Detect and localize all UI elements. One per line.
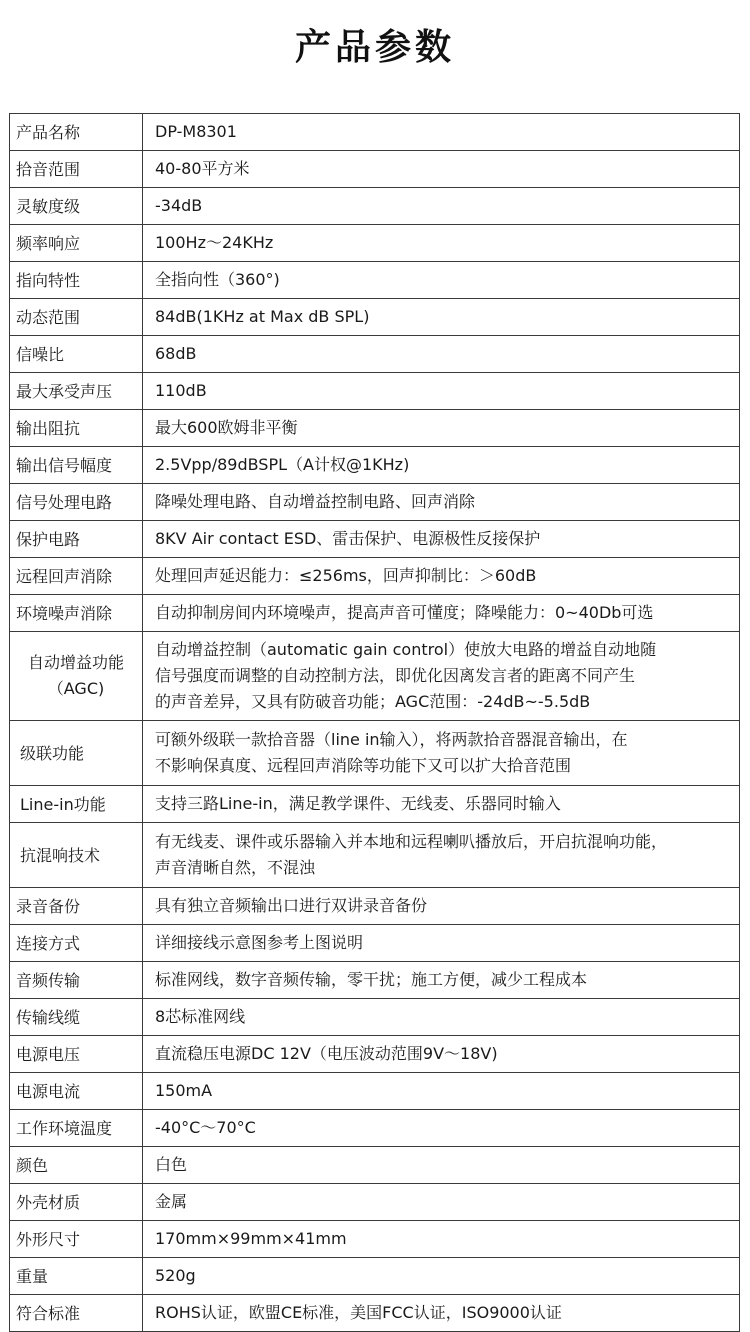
spec-value bbox=[143, 410, 740, 447]
spec-label: 频率响应 bbox=[10, 225, 143, 262]
spec-label: 符合标准 bbox=[10, 1295, 143, 1332]
spec-row bbox=[10, 632, 740, 721]
spec-value-line: 100Hz～24KHz bbox=[155, 233, 274, 252]
spec-row bbox=[10, 786, 740, 823]
spec-value bbox=[143, 1295, 740, 1332]
spec-value bbox=[143, 336, 740, 373]
spec-row bbox=[10, 1073, 740, 1110]
spec-label: 传输线缆 bbox=[10, 999, 143, 1036]
spec-row bbox=[10, 114, 740, 151]
spec-value-line: 处理回声延迟能力：≤256ms，回声抑制比：＞60dB bbox=[155, 566, 537, 585]
spec-label: 录音备份 bbox=[10, 888, 143, 925]
spec-value-line: 最大600欧姆非平衡 bbox=[155, 418, 298, 437]
spec-row bbox=[10, 999, 740, 1036]
spec-value bbox=[143, 114, 740, 151]
spec-label: 输出信号幅度 bbox=[10, 447, 143, 484]
spec-value-line: 金属 bbox=[155, 1192, 188, 1211]
spec-value-line: 直流稳压电源DC 12V（电压波动范围9V～18V) bbox=[155, 1044, 498, 1063]
spec-label: 电源电压 bbox=[10, 1036, 143, 1073]
spec-value bbox=[143, 521, 740, 558]
spec-row bbox=[10, 595, 740, 632]
spec-value-line: 的声音差异，又具有防破音功能；AGC范围：-24dB~-5.5dB bbox=[155, 692, 591, 711]
spec-value bbox=[143, 558, 740, 595]
spec-label: 重量 bbox=[10, 1258, 143, 1295]
spec-label bbox=[10, 632, 143, 721]
spec-value-line: 8KV Air contact ESD、雷击保护、电源极性反接保护 bbox=[155, 529, 541, 548]
spec-table-body bbox=[10, 114, 740, 1332]
spec-value-line: 40-80平方米 bbox=[155, 159, 250, 178]
spec-value bbox=[143, 1073, 740, 1110]
spec-label: Line-in功能 bbox=[10, 786, 143, 823]
spec-value-line: 具有独立音频输出口进行双讲录音备份 bbox=[155, 896, 428, 915]
spec-value bbox=[143, 299, 740, 336]
spec-row bbox=[10, 151, 740, 188]
spec-value-line: 150mA bbox=[155, 1081, 213, 1100]
spec-label: 最大承受声压 bbox=[10, 373, 143, 410]
spec-label: 保护电路 bbox=[10, 521, 143, 558]
spec-value bbox=[143, 188, 740, 225]
spec-value bbox=[143, 373, 740, 410]
spec-label: 远程回声消除 bbox=[10, 558, 143, 595]
spec-row bbox=[10, 188, 740, 225]
spec-value bbox=[143, 447, 740, 484]
spec-row bbox=[10, 1036, 740, 1073]
spec-row bbox=[10, 888, 740, 925]
spec-row bbox=[10, 1295, 740, 1332]
spec-row bbox=[10, 1147, 740, 1184]
spec-row bbox=[10, 721, 740, 786]
spec-value-line: 自动增益控制（automatic gain control）使放大电路的增益自动地随 bbox=[155, 640, 657, 659]
spec-label: 环境噪声消除 bbox=[10, 595, 143, 632]
spec-value-line: 降噪处理电路、自动增益控制电路、回声消除 bbox=[155, 492, 476, 511]
spec-value bbox=[143, 1036, 740, 1073]
spec-value bbox=[143, 484, 740, 521]
spec-value-line: 84dB(1KHz at Max dB SPL) bbox=[155, 307, 370, 326]
spec-value-line: 详细接线示意图参考上图说明 bbox=[155, 933, 364, 952]
spec-label: 颜色 bbox=[10, 1147, 143, 1184]
spec-row bbox=[10, 225, 740, 262]
spec-label: 外壳材质 bbox=[10, 1184, 143, 1221]
spec-value bbox=[143, 721, 740, 786]
spec-value bbox=[143, 1147, 740, 1184]
spec-value bbox=[143, 632, 740, 721]
spec-value-line: DP-M8301 bbox=[155, 122, 237, 141]
spec-label: 音频传输 bbox=[10, 962, 143, 999]
spec-value-line: 支持三路Line-in，满足教学课件、无线麦、乐器同时输入 bbox=[155, 794, 561, 813]
spec-label: 信噪比 bbox=[10, 336, 143, 373]
spec-row bbox=[10, 558, 740, 595]
spec-label-line: 自动增益功能 bbox=[27, 653, 124, 672]
spec-label: 外形尺寸 bbox=[10, 1221, 143, 1258]
spec-value-line: 声音清晰自然，不混浊 bbox=[155, 858, 316, 877]
spec-value-line: 可额外级联一款拾音器（line in输入），将两款拾音器混音输出，在 bbox=[155, 730, 628, 749]
spec-label: 拾音范围 bbox=[10, 151, 143, 188]
spec-label: 输出阻抗 bbox=[10, 410, 143, 447]
spec-row bbox=[10, 484, 740, 521]
spec-value-line: 不影响保真度、远程回声消除等功能下又可以扩大拾音范围 bbox=[155, 756, 572, 775]
spec-value bbox=[143, 999, 740, 1036]
spec-label: 抗混响技术 bbox=[10, 823, 143, 888]
spec-row bbox=[10, 262, 740, 299]
spec-value bbox=[143, 1221, 740, 1258]
spec-value-line: 白色 bbox=[155, 1155, 188, 1174]
spec-value bbox=[143, 962, 740, 999]
spec-row bbox=[10, 1110, 740, 1147]
spec-value bbox=[143, 925, 740, 962]
spec-row bbox=[10, 299, 740, 336]
spec-label-line: （AGC) bbox=[47, 679, 105, 698]
spec-value bbox=[143, 595, 740, 632]
spec-label: 产品名称 bbox=[10, 114, 143, 151]
spec-value-line: -34dB bbox=[155, 196, 203, 215]
spec-value bbox=[143, 1258, 740, 1295]
spec-value bbox=[143, 151, 740, 188]
spec-value bbox=[143, 1110, 740, 1147]
spec-value-line: 有无线麦、课件或乐器输入并本地和远程喇叭播放后，开启抗混响功能， bbox=[155, 832, 668, 851]
spec-label: 灵敏度级 bbox=[10, 188, 143, 225]
spec-row bbox=[10, 925, 740, 962]
spec-value bbox=[143, 823, 740, 888]
page-title: 产品参数 bbox=[294, 27, 455, 68]
spec-value-line: 标准网线，数字音频传输，零干扰；施工方便，减少工程成本 bbox=[155, 970, 588, 989]
spec-row bbox=[10, 823, 740, 888]
spec-label: 电源电流 bbox=[10, 1073, 143, 1110]
spec-row bbox=[10, 447, 740, 484]
spec-value bbox=[143, 786, 740, 823]
spec-row bbox=[10, 1221, 740, 1258]
spec-label: 动态范围 bbox=[10, 299, 143, 336]
spec-value-line: 全指向性（360°) bbox=[155, 270, 280, 289]
spec-value-line: -40°C～70°C bbox=[155, 1118, 256, 1137]
spec-row bbox=[10, 962, 740, 999]
spec-value bbox=[143, 1184, 740, 1221]
spec-label: 信号处理电路 bbox=[10, 484, 143, 521]
spec-table bbox=[9, 113, 740, 1332]
spec-value-line: 2.5Vpp/89dBSPL（A计权@1KHz) bbox=[155, 455, 410, 474]
spec-row bbox=[10, 410, 740, 447]
spec-label: 级联功能 bbox=[10, 721, 143, 786]
spec-value bbox=[143, 225, 740, 262]
spec-value-line: ROHS认证，欧盟CE标准，美国FCC认证，ISO9000认证 bbox=[155, 1303, 562, 1322]
spec-row bbox=[10, 1258, 740, 1295]
spec-label: 指向特性 bbox=[10, 262, 143, 299]
spec-row bbox=[10, 373, 740, 410]
spec-value-line: 自动抑制房间内环境噪声，提高声音可懂度；降噪能力：0~40Db可选 bbox=[155, 603, 654, 622]
spec-value-line: 170mm×99mm×41mm bbox=[155, 1229, 347, 1248]
spec-label: 连接方式 bbox=[10, 925, 143, 962]
spec-value-line: 68dB bbox=[155, 344, 197, 363]
spec-row bbox=[10, 336, 740, 373]
spec-value-line: 520g bbox=[155, 1266, 196, 1285]
spec-row bbox=[10, 1184, 740, 1221]
spec-label: 工作环境温度 bbox=[10, 1110, 143, 1147]
spec-value-line: 110dB bbox=[155, 381, 207, 400]
spec-value bbox=[143, 262, 740, 299]
spec-value bbox=[143, 888, 740, 925]
spec-row bbox=[10, 521, 740, 558]
spec-value-line: 信号强度而调整的自动控制方法，即优化因离发言者的距离不同产生 bbox=[155, 666, 636, 685]
spec-value-line: 8芯标准网线 bbox=[155, 1007, 246, 1026]
